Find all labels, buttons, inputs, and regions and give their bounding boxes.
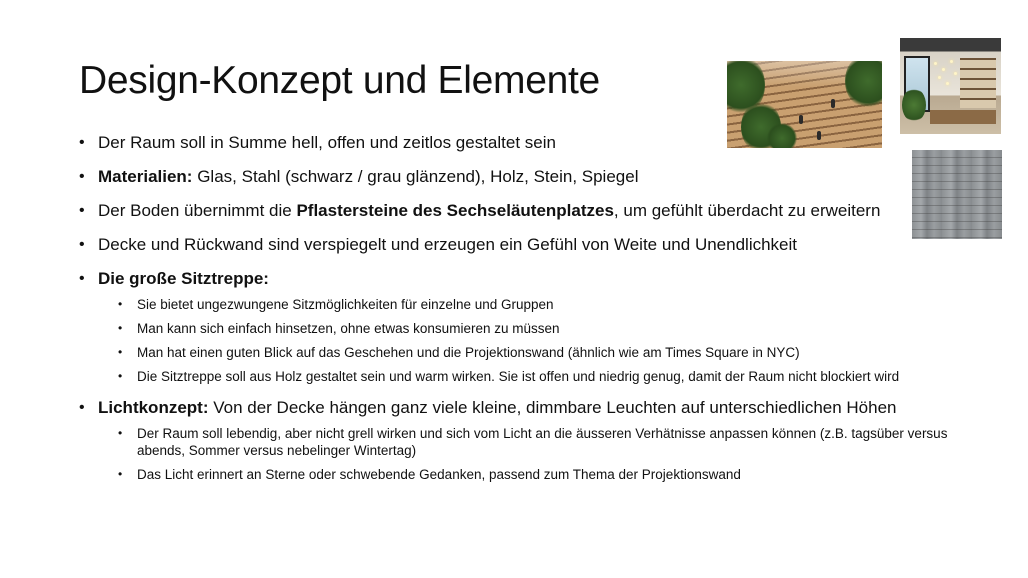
sub-bullet-item: • Man hat einen guten Blick auf das Geschehen und die Projektionswand (ähnlich wie am Times Square in NYC)	[118, 344, 959, 361]
bullet-text: Der Raum soll in Summe hell, offen und zeitlos gestaltet sein	[98, 133, 556, 152]
bullet-item	[79, 200, 959, 222]
sub-bullet-item: • Das Licht erinnert an Sterne oder schwebende Gedanken, passend zum Thema der Projektionswand	[118, 466, 959, 483]
sub-bullet-list	[98, 296, 959, 385]
person-figure	[799, 115, 803, 124]
bullet-item	[79, 132, 959, 154]
bullet-text: Von der Decke hängen ganz viele kleine, dimmbare Leuchten auf unterschiedlichen Höhen	[208, 398, 897, 417]
bullet-text: Glas, Stahl (schwarz / grau glänzend), Holz, Stein, Spiegel	[192, 167, 639, 186]
plant-shape	[845, 61, 882, 109]
lamp-dot	[954, 72, 957, 75]
plant-shape	[902, 88, 926, 122]
bullet-bold: Pflastersteine des Sechseläutenplatzes	[296, 201, 614, 220]
bullet-text: , um gefühlt überdacht zu erweitern	[613, 201, 881, 220]
sub-bullet-list	[98, 425, 959, 483]
bullet-text: Der Boden übernimmt die	[98, 201, 297, 220]
sub-bullet-item: • Der Raum soll lebendig, aber nicht grell wirken und sich vom Licht an die äusseren Verhätnisse anpassen können (z.B. tagsüber versus abends, Sommer versus nebelinger Wintertag)	[118, 425, 959, 459]
bullet-item	[79, 166, 959, 188]
bullet-item	[79, 268, 959, 385]
sub-bullet-item: • Die Sitztreppe soll aus Holz gestaltet sein und warm wirken. Sie ist offen und niedrig genug, damit der Raum nicht blockiert wird	[118, 368, 959, 385]
person-figure	[831, 99, 835, 108]
bullet-text: Decke und Rückwand sind verspiegelt und erzeugen ein Gefühl von Weite und Unendlichkeit	[98, 235, 798, 254]
bullet-item	[79, 397, 959, 483]
lamp-dot	[946, 82, 949, 85]
bullet-item	[79, 234, 959, 256]
bullet-bold: Die große Sitztreppe:	[98, 269, 269, 288]
lamp-dot	[934, 62, 937, 65]
lamp-dot	[938, 76, 941, 79]
lamp-dot	[950, 60, 953, 63]
bullet-bold: Lichtkonzept:	[98, 398, 209, 417]
bullet-bold: Materialien:	[98, 167, 193, 186]
interior-lighting-photo	[900, 38, 1001, 134]
slide-title: Design-Konzept und Elemente	[79, 59, 600, 102]
sub-bullet-item: • Sie bietet ungezwungene Sitzmöglichkeiten für einzelne und Gruppen	[118, 296, 959, 313]
shelf-shape	[960, 58, 996, 108]
sub-bullet-item: • Man kann sich einfach hinsetzen, ohne etwas konsumieren zu müssen	[118, 320, 959, 337]
lamp-dot	[942, 68, 945, 71]
bullet-list	[79, 132, 959, 495]
counter-shape	[930, 110, 996, 124]
